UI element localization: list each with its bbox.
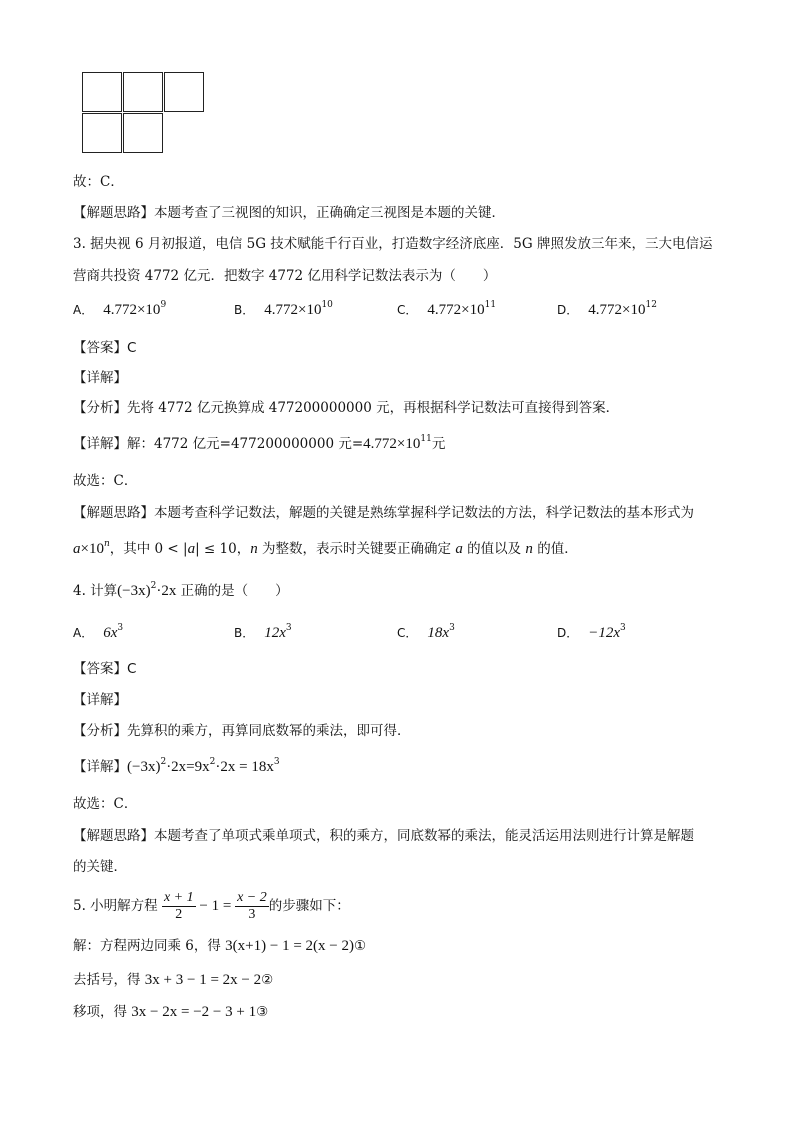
grid-cell xyxy=(82,72,122,112)
q2-tip: 【解题思路】本题考查了三视图的知识，正确确定三视图是本题的关键． xyxy=(73,205,505,221)
option-letter: C． xyxy=(397,626,418,640)
math-var: n xyxy=(250,541,258,557)
fraction xyxy=(235,890,269,923)
option-letter: C． xyxy=(397,303,418,317)
stem-exponent: 2 xyxy=(150,581,157,591)
stem-math: (−3x) xyxy=(117,583,151,599)
stem-text: 5. 小明解方程 xyxy=(73,898,158,914)
step-text: 解：方程两边同乘 6，得 xyxy=(73,938,226,954)
option-exponent: 10 xyxy=(321,300,333,310)
solution-math: 4.772×10 xyxy=(363,436,421,452)
stem-text: 正确的是（ ） xyxy=(176,583,289,599)
option-letter: A． xyxy=(73,626,94,640)
solution-exponent: 11 xyxy=(420,434,432,444)
q4-option-a xyxy=(73,623,123,643)
q3-answer: 【答案】C xyxy=(73,340,137,356)
q4-stem xyxy=(73,581,289,601)
solution-math: ·2x = 18x xyxy=(215,759,274,775)
tip-text: 的值． xyxy=(532,541,578,557)
q5-step-2 xyxy=(73,970,273,990)
q4-option-b xyxy=(234,623,292,643)
option-letter: B． xyxy=(234,303,255,317)
option-exponent: 3 xyxy=(620,623,626,633)
option-value: 6x xyxy=(103,625,118,641)
solution-text: 【详解】解：4772 亿元=477200000000 元= xyxy=(73,436,364,452)
solution-math: ·2x=9x xyxy=(166,759,210,775)
step-math: 3(x+1) − 1 = 2(x − 2) xyxy=(225,938,354,954)
math-text: ×10 xyxy=(80,541,104,557)
q4-choose: 故选：C． xyxy=(73,796,138,812)
q4-option-d xyxy=(557,623,626,643)
tip-text: 的值以及 xyxy=(462,541,526,557)
math-var: a xyxy=(455,541,463,557)
solution-unit: 元 xyxy=(431,436,446,452)
tip-text: ，其中 0 < | xyxy=(109,541,188,557)
option-value: 18x xyxy=(427,625,450,641)
q3-detail-tag: 【详解】 xyxy=(73,370,127,386)
q5-step-1 xyxy=(73,936,366,956)
option-letter: D． xyxy=(557,303,579,317)
tip-text: 为整数，表示时关键要正确确定 xyxy=(257,541,456,557)
step-math: 3x − 2x = −2 − 3 + 1 xyxy=(131,1004,257,1020)
q3-tip-line-2 xyxy=(73,539,578,559)
stem-math: − 1 = xyxy=(195,898,236,914)
fraction-denominator: 3 xyxy=(248,907,256,922)
q3-option-c xyxy=(397,300,496,320)
q4-option-c xyxy=(397,623,455,643)
q2-answer-line: 故：C． xyxy=(73,174,124,190)
solution-exponent: 2 xyxy=(160,757,167,767)
fraction-numerator: x + 1 xyxy=(163,890,194,905)
q4-detail-tag: 【详解】 xyxy=(73,692,127,708)
q3-option-d xyxy=(557,300,657,320)
option-value: 4.772×10 xyxy=(264,302,322,318)
grid-cell xyxy=(123,113,163,153)
step-math: 3x + 3 − 1 = 2x − 2 xyxy=(144,972,262,988)
q4-analysis: 【分析】先算积的乘方，再算同底数幂的乘法，即可得． xyxy=(73,723,411,739)
solution-text: 【详解】 xyxy=(73,759,127,775)
q3-analysis: 【分析】先将 4772 亿元换算成 477200000000 元，再根据科学记数法可直接得到答案． xyxy=(73,400,620,416)
option-exponent: 3 xyxy=(285,623,292,633)
q5-stem xyxy=(73,888,350,924)
tip-text: | ≤ 10， xyxy=(195,541,251,557)
stem-text: 的步骤如下： xyxy=(268,898,350,914)
fraction-numerator: x − 2 xyxy=(237,890,267,905)
option-exponent: 12 xyxy=(645,300,657,310)
grid-cell xyxy=(123,72,163,112)
q3-option-a xyxy=(73,300,166,320)
math-var: n xyxy=(525,541,533,557)
option-value: 4.772×10 xyxy=(103,302,161,318)
option-exponent: 11 xyxy=(484,300,497,310)
q3-solution xyxy=(73,434,445,454)
option-value: 12x xyxy=(264,625,286,641)
option-exponent: 3 xyxy=(117,623,124,633)
q3-option-b xyxy=(234,300,333,320)
stem-text: 4. 计算 xyxy=(73,583,118,599)
option-letter: D． xyxy=(557,626,579,640)
option-value: 4.772×10 xyxy=(427,302,485,318)
option-exponent: 9 xyxy=(160,300,167,310)
math-var: a xyxy=(73,541,81,557)
q3-stem-line-2: 营商共投资 4772 亿元．把数字 4772 亿用科学记数法表示为（ ） xyxy=(73,268,497,284)
option-value: 4.772×10 xyxy=(588,302,646,318)
step-mark: ② xyxy=(261,972,274,988)
step-mark: ① xyxy=(354,938,367,954)
q4-solution xyxy=(73,757,280,777)
q3-choose: 故选：C． xyxy=(73,473,138,489)
option-letter: A． xyxy=(73,303,94,317)
grid-cell xyxy=(164,72,204,112)
q3-stem-line-1: 3. 据央视 6 月初报道，电信 5G 技术赋能千行百业，打造数字经济底座．5G 牌照发放三年来，三大电信运 xyxy=(73,236,713,252)
step-text: 去括号，得 xyxy=(73,972,145,988)
three-view-figure xyxy=(82,72,206,156)
grid-cell xyxy=(82,113,122,153)
step-mark: ③ xyxy=(256,1004,269,1020)
q5-step-3 xyxy=(73,1002,268,1022)
q4-tip-line-1: 【解题思路】本题考查了单项式乘单项式，积的乘方，同底数幂的乘法，能灵活运用法则进行计算是解题 xyxy=(73,828,694,844)
option-value: −12x xyxy=(588,625,621,641)
math-var: a xyxy=(187,541,196,557)
fraction xyxy=(162,890,196,923)
solution-exponent: 2 xyxy=(209,757,216,767)
option-letter: B． xyxy=(234,626,255,640)
solution-exponent: 3 xyxy=(273,757,280,767)
fraction-denominator: 2 xyxy=(175,907,183,922)
q3-tip-line-1: 【解题思路】本题考查科学记数法，解题的关键是熟练掌握科学记数法的方法，科学记数法的基本形式为 xyxy=(73,505,694,521)
q4-answer: 【答案】C xyxy=(73,661,137,677)
step-text: 移项，得 xyxy=(73,1004,132,1020)
q4-tip-line-2: 的关键． xyxy=(73,859,127,875)
option-exponent: 3 xyxy=(449,623,455,633)
solution-math: (−3x) xyxy=(127,759,161,775)
math-exponent: n xyxy=(103,539,110,549)
stem-math: ·2x xyxy=(156,583,177,599)
